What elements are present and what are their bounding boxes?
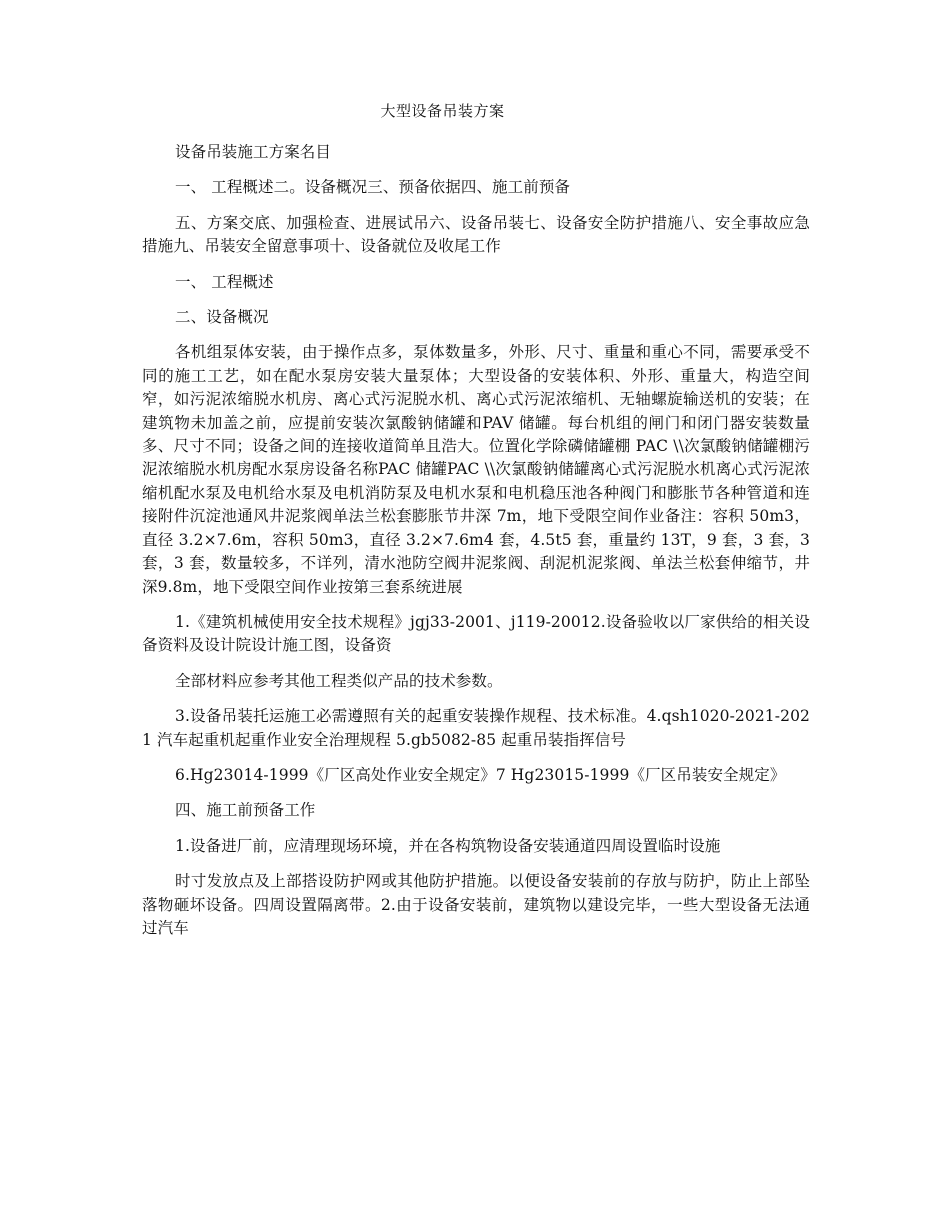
basis-item-3: 3.设备吊装托运施工必需遵照有关的起重安装操作规程、技术标准。4.qsh1020-2021-2021 汽车起重机起重作业安全治理规程 5.gb5082-85 起重吊装指挥信号 — [142, 707, 810, 749]
section-heading-equipment: 二、设备概况 — [175, 308, 269, 327]
toc-line-2: 五、方案交底、加强检查、进展试吊六、设备吊装七、设备安全防护措施八、安全事故应急措施九、吊装安全留意事项十、设备就位及收尾工作 — [142, 213, 810, 256]
section-heading-overview: 一、 工程概述 — [175, 272, 274, 291]
document-title: 大型设备吊装方案 — [380, 102, 505, 120]
toc-heading: 设备吊装施工方案名目 — [175, 143, 332, 161]
basis-item-1: 1.《建筑机械使用安全技术规程》jgj33-2001、j119-20012.设备验收以厂家供给的相关设备资料及设计院设计施工图，设备资 — [142, 612, 810, 655]
basis-item-6: 6.Hg23014-1999《厂区高处作业安全规定》7 Hg23015-1999《厂区吊装安全规定》 — [175, 765, 786, 784]
basis-item-note: 全部材料应参考其他工程类似产品的技术参数。 — [175, 671, 503, 690]
equipment-description: 各机组泵体安装，由于操作点多，泵体数量多，外形、尺寸、重量和重心不同，需要承受不同的施工工艺，如在配水泵房安装大量泵体；大型设备的安装体积、外形、重量大，构造空间窄，如污泥浓缩脱水机房、离心式污泥脱水机、离心式污泥浓缩机、无轴螺旋输送机的安装；在建筑物未加盖之前，应提前安装次氯酸钠储罐和PAV 储罐。每台机组的闸门和闭门器安装数量多、尺寸不同；设备之间的连接收道简单且浩大。位置化学除磷储罐棚 PAC \\次氯酸钠储罐棚污泥浓缩脱水机房配水泵房设备名称PAC 储罐PAC \\次氯酸钠储罐离心式污泥脱水机离心式污泥浓缩机配水泵及电机给水泵及电机消防泵及电机水泵和电机稳压池各种阀门和膨胀节各种管道和连接附件沉淀池通风井泥浆阀单法兰松套膨胀节井深 7m，地下受限空间作业备注：容积 50m3，直径 3.2×7.6m，容积 50m3，直径 3.2×7.6m4 套，4.5t5 套，重量约 13T，9 套，3 套，3 套，3 套，数量较多，不详列，清水池防空阀井泥浆阀、刮泥机泥浆阀、单法兰松套伸缩节，井深9.8m，地下受限空间作业按第三套系统进展 — [142, 343, 810, 596]
preparation-item-2: 时寸发放点及上部搭设防护网或其他防护措施。以便设备安装前的存放与防护，防止上部坠落物砸坏设备。四周设置隔离带。2.由于设备安装前，建筑物以建设完毕，一些大型设备无法通过汽车 — [142, 872, 810, 937]
preparation-item-1: 1.设备进厂前，应清理现场环境，并在各构筑物设备安装通道四周设置临时设施 — [175, 836, 721, 855]
document-body — [142, 141, 810, 952]
toc-line-1: 一、 工程概述二。设备概况三、预备依据四、施工前预备 — [175, 178, 571, 197]
section-heading-preparation: 四、施工前预备工作 — [175, 801, 316, 820]
